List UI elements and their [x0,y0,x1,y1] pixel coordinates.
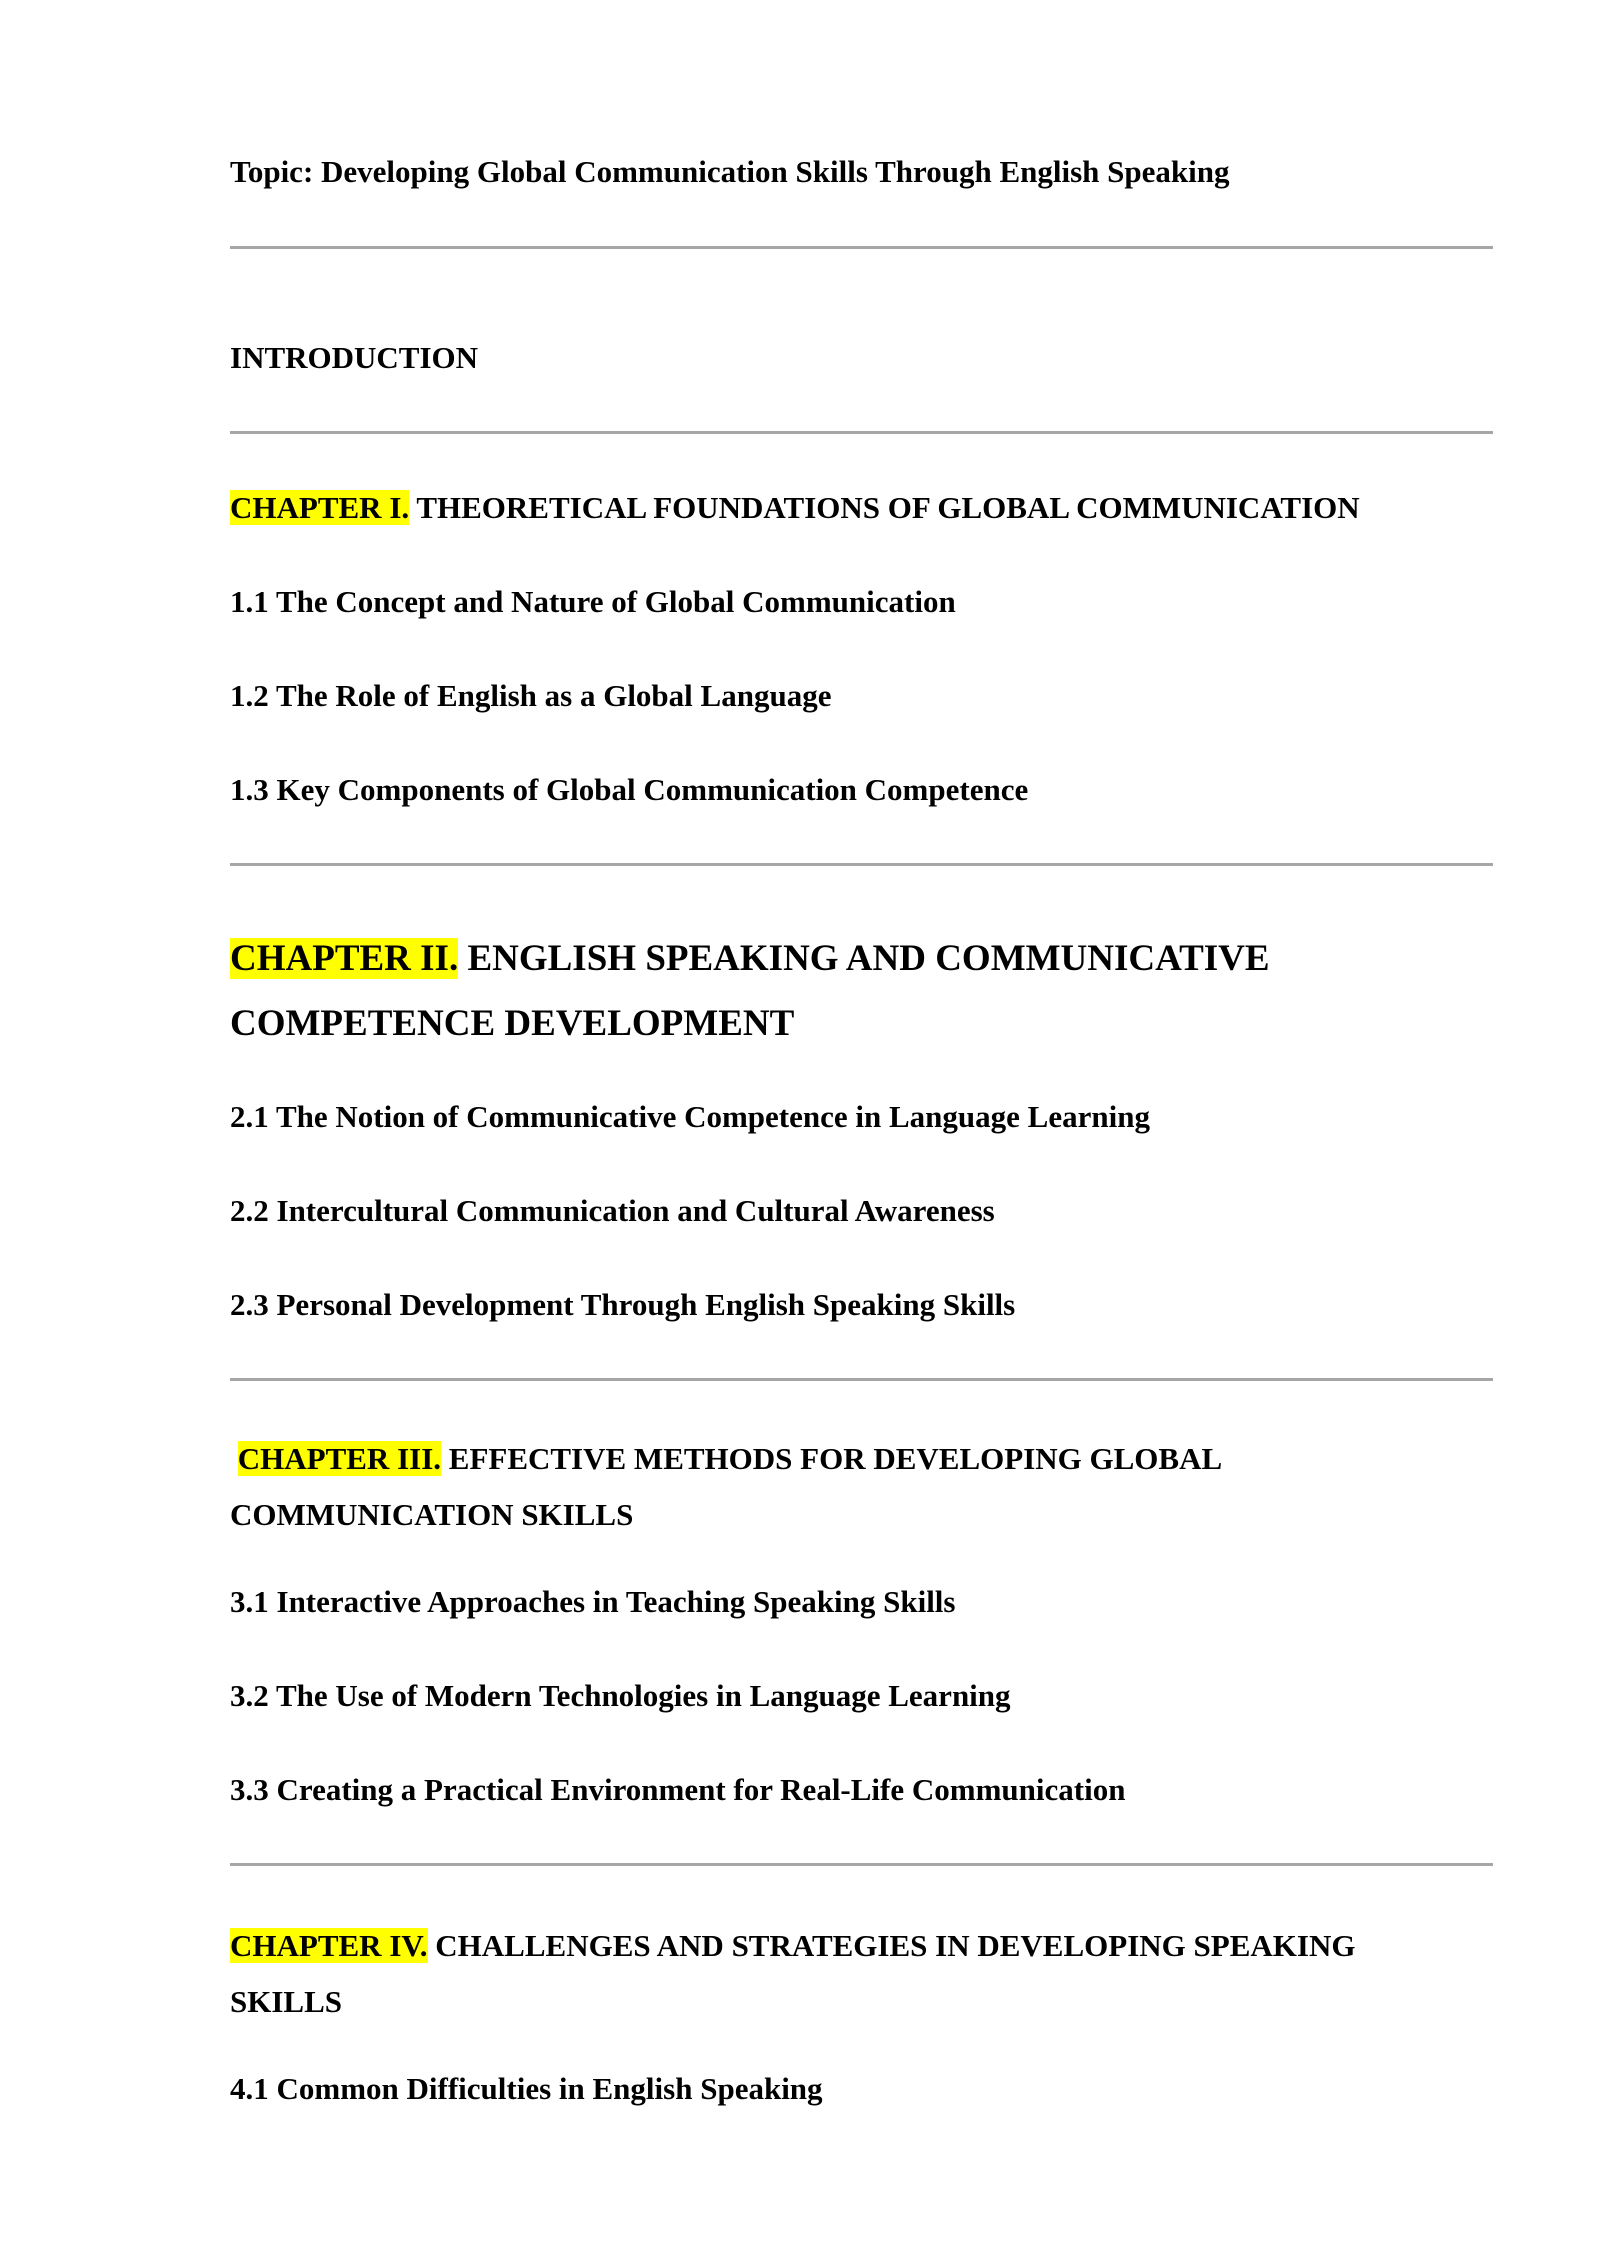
topic-line: Topic: Developing Global Communication Skills Through English Speaking [230,154,1230,189]
chapter-3-label: CHAPTER III. [237,1441,442,1476]
horizontal-rule [230,863,1493,866]
chapter-2-title-line2: COMPETENCE DEVELOPMENT [230,1003,795,1044]
section-2-2: 2.2 Intercultural Communication and Cultural Awareness [230,1193,995,1228]
section-1-2: 1.2 The Role of English as a Global Language [230,678,832,713]
section-3-2: 3.2 The Use of Modern Technologies in Language Learning [230,1678,1011,1713]
horizontal-rule [230,246,1493,249]
chapter-2-title-line1: ENGLISH SPEAKING AND COMMUNICATIVE [467,938,1270,979]
section-4-1: 4.1 Common Difficulties in English Speaking [230,2071,823,2106]
chapter-4-title-line1: CHALLENGES AND STRATEGIES IN DEVELOPING SPEAKING [435,1928,1356,1963]
introduction-heading: INTRODUCTION [230,340,479,375]
chapter-3-heading [230,1431,1222,1543]
section-2-1: 2.1 The Notion of Communicative Competence in Language Learning [230,1099,1150,1134]
chapter-2-label: CHAPTER II. [230,938,459,979]
chapter-4-title-line2: SKILLS [230,1984,343,2019]
chapter-1-label: CHAPTER I. [230,490,410,525]
section-3-3: 3.3 Creating a Practical Environment for Real-Life Communication [230,1772,1126,1807]
horizontal-rule [230,1378,1493,1381]
section-1-1: 1.1 The Concept and Nature of Global Communication [230,584,956,619]
chapter-1-title: THEORETICAL FOUNDATIONS OF GLOBAL COMMUNICATION [416,490,1360,525]
horizontal-rule [230,431,1493,434]
section-2-3: 2.3 Personal Development Through English Speaking Skills [230,1287,1016,1322]
horizontal-rule [230,1863,1493,1866]
section-3-1: 3.1 Interactive Approaches in Teaching Speaking Skills [230,1584,956,1619]
chapter-4-heading [230,1918,1355,2030]
chapter-2-heading [230,926,1270,1056]
section-1-3: 1.3 Key Components of Global Communication Competence [230,772,1029,807]
chapter-3-title-line1: EFFECTIVE METHODS FOR DEVELOPING GLOBAL [448,1441,1223,1476]
chapter-3-title-line2: COMMUNICATION SKILLS [230,1497,634,1532]
chapter-4-label: CHAPTER IV. [230,1928,428,1963]
chapter-1-heading [230,488,1360,528]
